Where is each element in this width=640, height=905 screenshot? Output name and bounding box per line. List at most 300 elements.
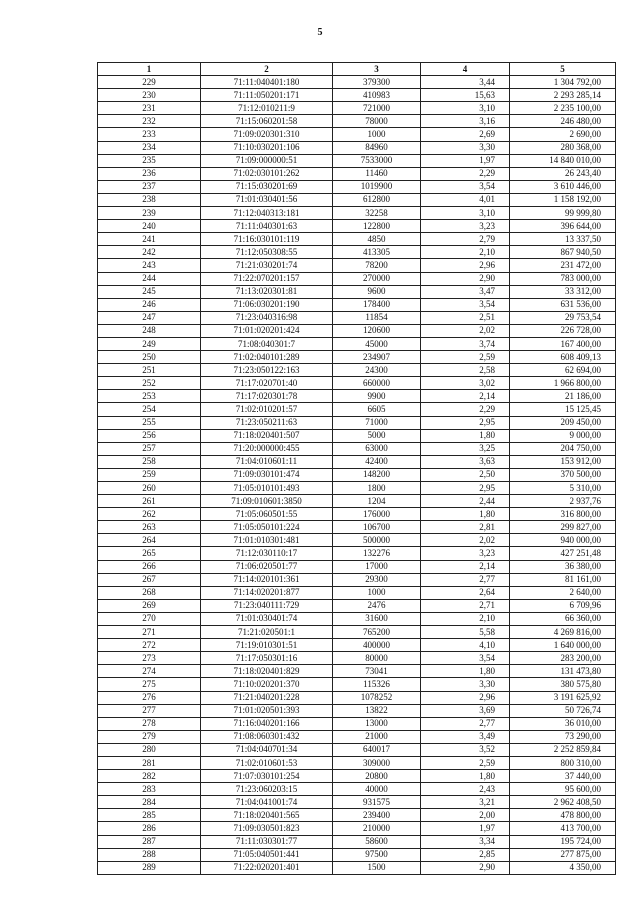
row-number: 283 <box>98 783 201 796</box>
coefficient-value: 1,80 <box>421 770 510 783</box>
column-header-5: 5 <box>510 63 616 76</box>
table-row <box>98 573 616 586</box>
amount-value: 370 500,00 <box>510 468 616 481</box>
row-number: 265 <box>98 547 201 560</box>
cadastral-number: 71:15:030201:69 <box>201 180 333 193</box>
coefficient-value: 3,52 <box>421 743 510 756</box>
amount-value: 608 409,13 <box>510 351 616 364</box>
amount-value: 226 728,00 <box>510 324 616 337</box>
cadastral-number: 71:05:060501:55 <box>201 508 333 521</box>
amount-value: 50 726,74 <box>510 704 616 717</box>
row-number: 287 <box>98 835 201 848</box>
area-value: 13822 <box>333 704 421 717</box>
amount-value: 783 000,00 <box>510 272 616 285</box>
cadastral-number: 71:06:020501:77 <box>201 560 333 573</box>
area-value: 9900 <box>333 390 421 403</box>
row-number: 275 <box>98 678 201 691</box>
row-number: 286 <box>98 822 201 835</box>
row-number: 272 <box>98 639 201 652</box>
amount-value: 316 800,00 <box>510 508 616 521</box>
amount-value: 36 380,00 <box>510 560 616 573</box>
coefficient-value: 3,47 <box>421 285 510 298</box>
cadastral-number: 71:11:050201:171 <box>201 89 333 102</box>
amount-value: 631 536,00 <box>510 298 616 311</box>
table-row <box>98 796 616 809</box>
amount-value: 867 940,50 <box>510 246 616 259</box>
coefficient-value: 3,63 <box>421 455 510 468</box>
amount-value: 299 827,00 <box>510 521 616 534</box>
table-row <box>98 233 616 246</box>
area-value: 660000 <box>333 377 421 390</box>
area-value: 721000 <box>333 102 421 115</box>
coefficient-value: 3,54 <box>421 298 510 311</box>
row-number: 233 <box>98 128 201 141</box>
area-value: 17000 <box>333 560 421 573</box>
table-row <box>98 586 616 599</box>
cadastral-number: 71:11:030301:77 <box>201 835 333 848</box>
table-row <box>98 770 616 783</box>
table-row <box>98 822 616 835</box>
row-number: 276 <box>98 691 201 704</box>
table-row <box>98 560 616 573</box>
coefficient-value: 2,81 <box>421 521 510 534</box>
table-row <box>98 259 616 272</box>
row-number: 257 <box>98 442 201 455</box>
table-row <box>98 835 616 848</box>
amount-value: 1 966 800,00 <box>510 377 616 390</box>
table-row <box>98 429 616 442</box>
row-number: 261 <box>98 495 201 508</box>
area-value: 500000 <box>333 534 421 547</box>
amount-value: 9 000,00 <box>510 429 616 442</box>
area-value: 1000 <box>333 128 421 141</box>
area-value: 132276 <box>333 547 421 560</box>
row-number: 253 <box>98 390 201 403</box>
area-value: 11854 <box>333 311 421 324</box>
cadastral-number: 71:01:020501:393 <box>201 704 333 717</box>
cadastral-number: 71:12:010211:9 <box>201 102 333 115</box>
amount-value: 99 999,80 <box>510 207 616 220</box>
area-value: 1204 <box>333 495 421 508</box>
amount-value: 2 235 100,00 <box>510 102 616 115</box>
table-row <box>98 612 616 625</box>
table-row <box>98 246 616 259</box>
cadastral-number: 71:02:010601:53 <box>201 756 333 769</box>
coefficient-value: 2,77 <box>421 717 510 730</box>
amount-value: 66 360,00 <box>510 612 616 625</box>
cadastral-number: 71:23:040316:98 <box>201 311 333 324</box>
amount-value: 73 290,00 <box>510 730 616 743</box>
cadastral-number: 71:02:040101:289 <box>201 351 333 364</box>
amount-value: 380 575,80 <box>510 678 616 691</box>
coefficient-value: 3,30 <box>421 141 510 154</box>
area-value: 1078252 <box>333 691 421 704</box>
area-value: 178400 <box>333 298 421 311</box>
cadastral-number: 71:09:020301:310 <box>201 128 333 141</box>
cadastral-number: 71:01:030401:74 <box>201 612 333 625</box>
coefficient-value: 3,44 <box>421 76 510 89</box>
row-number: 264 <box>98 534 201 547</box>
cadastral-number: 71:12:030110:17 <box>201 547 333 560</box>
cadastral-number: 71:09:010601:3850 <box>201 495 333 508</box>
coefficient-value: 3,10 <box>421 102 510 115</box>
table-row <box>98 76 616 89</box>
cadastral-number: 71:14:020201:877 <box>201 586 333 599</box>
coefficient-value: 2,90 <box>421 272 510 285</box>
amount-value: 3 610 446,00 <box>510 180 616 193</box>
row-number: 274 <box>98 665 201 678</box>
area-value: 78200 <box>333 259 421 272</box>
area-value: 71000 <box>333 416 421 429</box>
area-value: 931575 <box>333 796 421 809</box>
row-number: 249 <box>98 337 201 350</box>
table-row <box>98 285 616 298</box>
row-number: 245 <box>98 285 201 298</box>
coefficient-value: 15,63 <box>421 89 510 102</box>
coefficient-value: 3,54 <box>421 652 510 665</box>
coefficient-value: 2,02 <box>421 534 510 547</box>
amount-value: 800 310,00 <box>510 756 616 769</box>
table-row <box>98 351 616 364</box>
cadastral-number: 71:05:050101:224 <box>201 521 333 534</box>
amount-value: 396 644,00 <box>510 220 616 233</box>
coefficient-value: 2,10 <box>421 612 510 625</box>
coefficient-value: 2,29 <box>421 403 510 416</box>
amount-value: 131 473,80 <box>510 665 616 678</box>
row-number: 270 <box>98 612 201 625</box>
amount-value: 1 304 792,00 <box>510 76 616 89</box>
coefficient-value: 2,29 <box>421 167 510 180</box>
area-value: 176000 <box>333 508 421 521</box>
coefficient-value: 1,80 <box>421 508 510 521</box>
coefficient-value: 2,95 <box>421 416 510 429</box>
cadastral-number: 71:23:050122:163 <box>201 364 333 377</box>
coefficient-value: 3,54 <box>421 180 510 193</box>
area-value: 210000 <box>333 822 421 835</box>
row-number: 234 <box>98 141 201 154</box>
column-header-3: 3 <box>333 63 421 76</box>
cadastral-number: 71:17:020701:40 <box>201 377 333 390</box>
table-row <box>98 102 616 115</box>
area-value: 413305 <box>333 246 421 259</box>
coefficient-value: 3,02 <box>421 377 510 390</box>
cadastral-number: 71:02:010201:57 <box>201 403 333 416</box>
table-row <box>98 783 616 796</box>
amount-value: 26 243,40 <box>510 167 616 180</box>
amount-value: 209 450,00 <box>510 416 616 429</box>
cadastral-number: 71:21:030201:74 <box>201 259 333 272</box>
table-row <box>98 756 616 769</box>
coefficient-value: 3,10 <box>421 207 510 220</box>
amount-value: 33 312,00 <box>510 285 616 298</box>
area-value: 20800 <box>333 770 421 783</box>
coefficient-value: 2,58 <box>421 364 510 377</box>
cadastral-number: 71:12:050308:55 <box>201 246 333 259</box>
area-value: 234907 <box>333 351 421 364</box>
coefficient-value: 4,10 <box>421 639 510 652</box>
cadastral-number: 71:08:060301:432 <box>201 730 333 743</box>
amount-value: 167 400,00 <box>510 337 616 350</box>
coefficient-value: 2,02 <box>421 324 510 337</box>
row-number: 279 <box>98 730 201 743</box>
area-value: 97500 <box>333 848 421 861</box>
area-value: 239400 <box>333 809 421 822</box>
table-body <box>98 76 616 875</box>
table-row <box>98 390 616 403</box>
area-value: 42400 <box>333 455 421 468</box>
cadastral-number: 71:18:020401:565 <box>201 809 333 822</box>
row-number: 278 <box>98 717 201 730</box>
area-value: 73041 <box>333 665 421 678</box>
row-number: 282 <box>98 770 201 783</box>
page-number: 5 <box>317 27 323 38</box>
row-number: 284 <box>98 796 201 809</box>
coefficient-value: 2,90 <box>421 861 510 874</box>
cadastral-number: 71:04:041001:74 <box>201 796 333 809</box>
table-row <box>98 167 616 180</box>
table-row <box>98 521 616 534</box>
area-value: 115326 <box>333 678 421 691</box>
cadastral-number: 71:06:030201:190 <box>201 298 333 311</box>
row-number: 289 <box>98 861 201 874</box>
area-value: 80000 <box>333 652 421 665</box>
table-row <box>98 717 616 730</box>
coefficient-value: 3,16 <box>421 115 510 128</box>
amount-value: 2 293 285,14 <box>510 89 616 102</box>
area-value: 5000 <box>333 429 421 442</box>
area-value: 1500 <box>333 861 421 874</box>
table-row <box>98 207 616 220</box>
amount-value: 1 158 192,00 <box>510 193 616 206</box>
table-row <box>98 141 616 154</box>
table-row <box>98 861 616 874</box>
row-number: 231 <box>98 102 201 115</box>
coefficient-value: 2,43 <box>421 783 510 796</box>
coefficient-value: 3,25 <box>421 442 510 455</box>
amount-value: 29 753,54 <box>510 311 616 324</box>
cadastral-number: 71:21:040201:228 <box>201 691 333 704</box>
table-row <box>98 468 616 481</box>
cadastral-table <box>97 62 616 875</box>
area-value: 410983 <box>333 89 421 102</box>
table-row <box>98 626 616 639</box>
cadastral-number: 71:23:060203:15 <box>201 783 333 796</box>
amount-value: 2 937,76 <box>510 495 616 508</box>
area-value: 63000 <box>333 442 421 455</box>
coefficient-value: 2,96 <box>421 259 510 272</box>
area-value: 7533000 <box>333 154 421 167</box>
cadastral-number: 71:05:010101:493 <box>201 482 333 495</box>
table-row <box>98 128 616 141</box>
header-row <box>98 63 616 76</box>
cadastral-number: 71:09:030101:474 <box>201 468 333 481</box>
amount-value: 36 010,00 <box>510 717 616 730</box>
column-header-4: 4 <box>421 63 510 76</box>
row-number: 277 <box>98 704 201 717</box>
area-value: 640017 <box>333 743 421 756</box>
table-row <box>98 743 616 756</box>
table-row <box>98 324 616 337</box>
coefficient-value: 3,69 <box>421 704 510 717</box>
amount-value: 2 640,00 <box>510 586 616 599</box>
table-row <box>98 193 616 206</box>
cadastral-number: 71:04:010601:11 <box>201 455 333 468</box>
amount-value: 81 161,00 <box>510 573 616 586</box>
amount-value: 940 000,00 <box>510 534 616 547</box>
table-row <box>98 639 616 652</box>
cadastral-number: 71:16:030101:119 <box>201 233 333 246</box>
amount-value: 2 690,00 <box>510 128 616 141</box>
area-value: 270000 <box>333 272 421 285</box>
row-number: 254 <box>98 403 201 416</box>
table-row <box>98 377 616 390</box>
row-number: 232 <box>98 115 201 128</box>
row-number: 259 <box>98 468 201 481</box>
coefficient-value: 3,74 <box>421 337 510 350</box>
table-row <box>98 691 616 704</box>
cadastral-number: 71:07:030101:254 <box>201 770 333 783</box>
coefficient-value: 2,69 <box>421 128 510 141</box>
row-number: 248 <box>98 324 201 337</box>
coefficient-value: 1,97 <box>421 822 510 835</box>
table-row <box>98 115 616 128</box>
row-number: 241 <box>98 233 201 246</box>
amount-value: 195 724,00 <box>510 835 616 848</box>
area-value: 120600 <box>333 324 421 337</box>
amount-value: 1 640 000,00 <box>510 639 616 652</box>
coefficient-value: 2,51 <box>421 311 510 324</box>
area-value: 13000 <box>333 717 421 730</box>
cadastral-number: 71:09:030501:823 <box>201 822 333 835</box>
coefficient-value: 3,21 <box>421 796 510 809</box>
table-row <box>98 678 616 691</box>
amount-value: 5 310,00 <box>510 482 616 495</box>
area-value: 379300 <box>333 76 421 89</box>
cadastral-number: 71:17:050301:16 <box>201 652 333 665</box>
coefficient-value: 3,23 <box>421 220 510 233</box>
amount-value: 427 251,48 <box>510 547 616 560</box>
row-number: 267 <box>98 573 201 586</box>
coefficient-value: 2,14 <box>421 390 510 403</box>
table-row <box>98 482 616 495</box>
coefficient-value: 1,80 <box>421 429 510 442</box>
cadastral-number: 71:14:020101:361 <box>201 573 333 586</box>
row-number: 260 <box>98 482 201 495</box>
amount-value: 277 875,00 <box>510 848 616 861</box>
area-value: 1800 <box>333 482 421 495</box>
area-value: 6605 <box>333 403 421 416</box>
table-row <box>98 534 616 547</box>
area-value: 122800 <box>333 220 421 233</box>
area-value: 612800 <box>333 193 421 206</box>
amount-value: 14 840 010,00 <box>510 154 616 167</box>
cadastral-number: 71:01:010301:481 <box>201 534 333 547</box>
row-number: 266 <box>98 560 201 573</box>
table-row <box>98 337 616 350</box>
table-row <box>98 455 616 468</box>
table-row <box>98 652 616 665</box>
table-row <box>98 704 616 717</box>
area-value: 148200 <box>333 468 421 481</box>
cadastral-number: 71:02:030101:262 <box>201 167 333 180</box>
table-row <box>98 180 616 193</box>
coefficient-value: 2,85 <box>421 848 510 861</box>
area-value: 21000 <box>333 730 421 743</box>
coefficient-value: 2,96 <box>421 691 510 704</box>
coefficient-value: 3,30 <box>421 678 510 691</box>
row-number: 246 <box>98 298 201 311</box>
cadastral-number: 71:01:020201:424 <box>201 324 333 337</box>
coefficient-value: 1,97 <box>421 154 510 167</box>
cadastral-number: 71:19:010301:51 <box>201 639 333 652</box>
table-row <box>98 311 616 324</box>
amount-value: 4 350,00 <box>510 861 616 874</box>
row-number: 280 <box>98 743 201 756</box>
cadastral-number: 71:11:040301:63 <box>201 220 333 233</box>
table-row <box>98 89 616 102</box>
coefficient-value: 2,10 <box>421 246 510 259</box>
cadastral-number: 71:11:040401:180 <box>201 76 333 89</box>
row-number: 237 <box>98 180 201 193</box>
cadastral-number: 71:17:020301:78 <box>201 390 333 403</box>
table-row <box>98 298 616 311</box>
row-number: 251 <box>98 364 201 377</box>
cadastral-number: 71:20:000000:455 <box>201 442 333 455</box>
cadastral-number: 71:01:030401:56 <box>201 193 333 206</box>
cadastral-number: 71:21:020501:1 <box>201 626 333 639</box>
amount-value: 13 337,50 <box>510 233 616 246</box>
coefficient-value: 5,58 <box>421 626 510 639</box>
table-row <box>98 665 616 678</box>
row-number: 262 <box>98 508 201 521</box>
amount-value: 95 600,00 <box>510 783 616 796</box>
row-number: 239 <box>98 207 201 220</box>
coefficient-value: 3,49 <box>421 730 510 743</box>
table-row <box>98 599 616 612</box>
table-row <box>98 495 616 508</box>
cadastral-number: 71:16:040201:166 <box>201 717 333 730</box>
table-row <box>98 442 616 455</box>
row-number: 247 <box>98 311 201 324</box>
table-row <box>98 220 616 233</box>
table-row <box>98 272 616 285</box>
area-value: 9600 <box>333 285 421 298</box>
row-number: 255 <box>98 416 201 429</box>
amount-value: 4 269 816,00 <box>510 626 616 639</box>
area-value: 4850 <box>333 233 421 246</box>
area-value: 24300 <box>333 364 421 377</box>
table-row <box>98 416 616 429</box>
amount-value: 37 440,00 <box>510 770 616 783</box>
coefficient-value: 3,23 <box>421 547 510 560</box>
coefficient-value: 4,01 <box>421 193 510 206</box>
coefficient-value: 2,95 <box>421 482 510 495</box>
cadastral-number: 71:18:020401:507 <box>201 429 333 442</box>
amount-value: 283 200,00 <box>510 652 616 665</box>
cadastral-number: 71:10:020201:370 <box>201 678 333 691</box>
column-header-1: 1 <box>98 63 201 76</box>
cadastral-number: 71:08:040301:7 <box>201 337 333 350</box>
amount-value: 231 472,00 <box>510 259 616 272</box>
coefficient-value: 2,00 <box>421 809 510 822</box>
cadastral-number: 71:04:040701:34 <box>201 743 333 756</box>
area-value: 31600 <box>333 612 421 625</box>
table-row <box>98 848 616 861</box>
coefficient-value: 2,59 <box>421 756 510 769</box>
cadastral-number: 71:23:040111:729 <box>201 599 333 612</box>
row-number: 240 <box>98 220 201 233</box>
coefficient-value: 2,14 <box>421 560 510 573</box>
